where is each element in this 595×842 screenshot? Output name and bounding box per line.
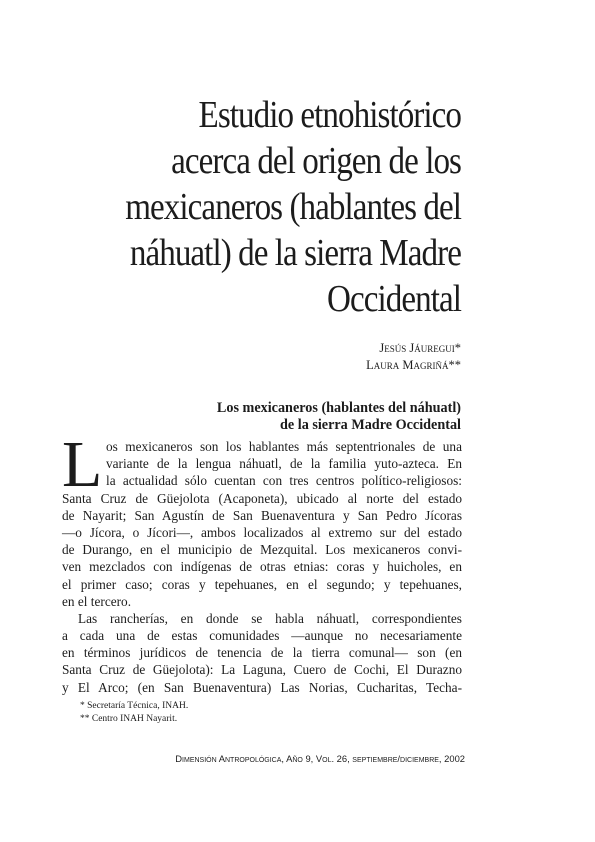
body-text [62, 428, 462, 696]
title-line: Estudio etnohistórico [198, 94, 461, 136]
footnote: * Secretaría Técnica, INAH. [80, 701, 189, 711]
drop-cap: L [62, 428, 103, 501]
footnotes [80, 700, 188, 726]
body-line: Las rancherías, en donde se habla náhuatl, correspondientes [78, 610, 462, 626]
section-heading [217, 400, 461, 434]
title-line: mexicaneros (hablantes del [125, 186, 461, 228]
author-name: Laura Magriñá** [366, 358, 461, 372]
body-line: de Durango, en el municipio de Mezquital. Los mexicaneros convi- [62, 542, 462, 558]
section-heading-line: Los mexicaneros (hablantes del náhuatl) [216, 400, 461, 416]
body-line: en términos jurídicos de tenencia de la tierra comunal— son (en [62, 645, 462, 661]
author-list [366, 340, 461, 374]
body-line: en el tercero. [62, 593, 132, 609]
body-line: de Nayarit; San Agustín de San Buenaventura y San Pedro Jícoras [62, 507, 462, 523]
body-line: —o Jícora, o Jícori—, ambos localizados al extremo sur del estado [62, 524, 462, 540]
footnote: ** Centro INAH Nayarit. [80, 714, 178, 724]
body-line: y El Arco; (en San Buenaventura) Las Norias, Cucharitas, Techa- [62, 679, 462, 695]
body-line: os mexicaneros son los hablantes más septentrionales de una [106, 439, 462, 454]
journal-citation: Dimensión Antropológica, Año 9, Vol. 26, septiembre/diciembre, 2002 [175, 753, 465, 764]
article-title [100, 92, 461, 322]
body-line: Santa Cruz de Güejolota (Acaponeta), ubicado al norte del estado [62, 490, 462, 506]
body-line: ven mezclados con indígenas de otras etnias: coras y huicholes, en [62, 559, 462, 575]
section-heading-line: de la sierra Madre Occidental [280, 417, 461, 433]
title-line: náhuatl) de la sierra Madre [129, 232, 461, 274]
author-name: Jesús Jáuregui* [379, 341, 461, 355]
body-line: la actualidad sólo cuentan con tres centros político-religiosos: [106, 473, 462, 489]
body-line: Santa Cruz de Güejolota): La Laguna, Cuero de Cochi, El Durazno [62, 662, 462, 678]
running-footer [120, 753, 465, 765]
title-line: acerca del origen de los [171, 140, 461, 182]
body-line: variante de la lengua náhuatl, de la familia yuto-azteca. En [106, 456, 462, 472]
body-line: el primer caso; coras y tepehuanes, en el segundo; y tepehuanes, [62, 576, 462, 592]
body-line: a cada una de estas comunidades —aunque no necesariamente [62, 628, 462, 644]
title-line: Occidental [327, 278, 461, 320]
